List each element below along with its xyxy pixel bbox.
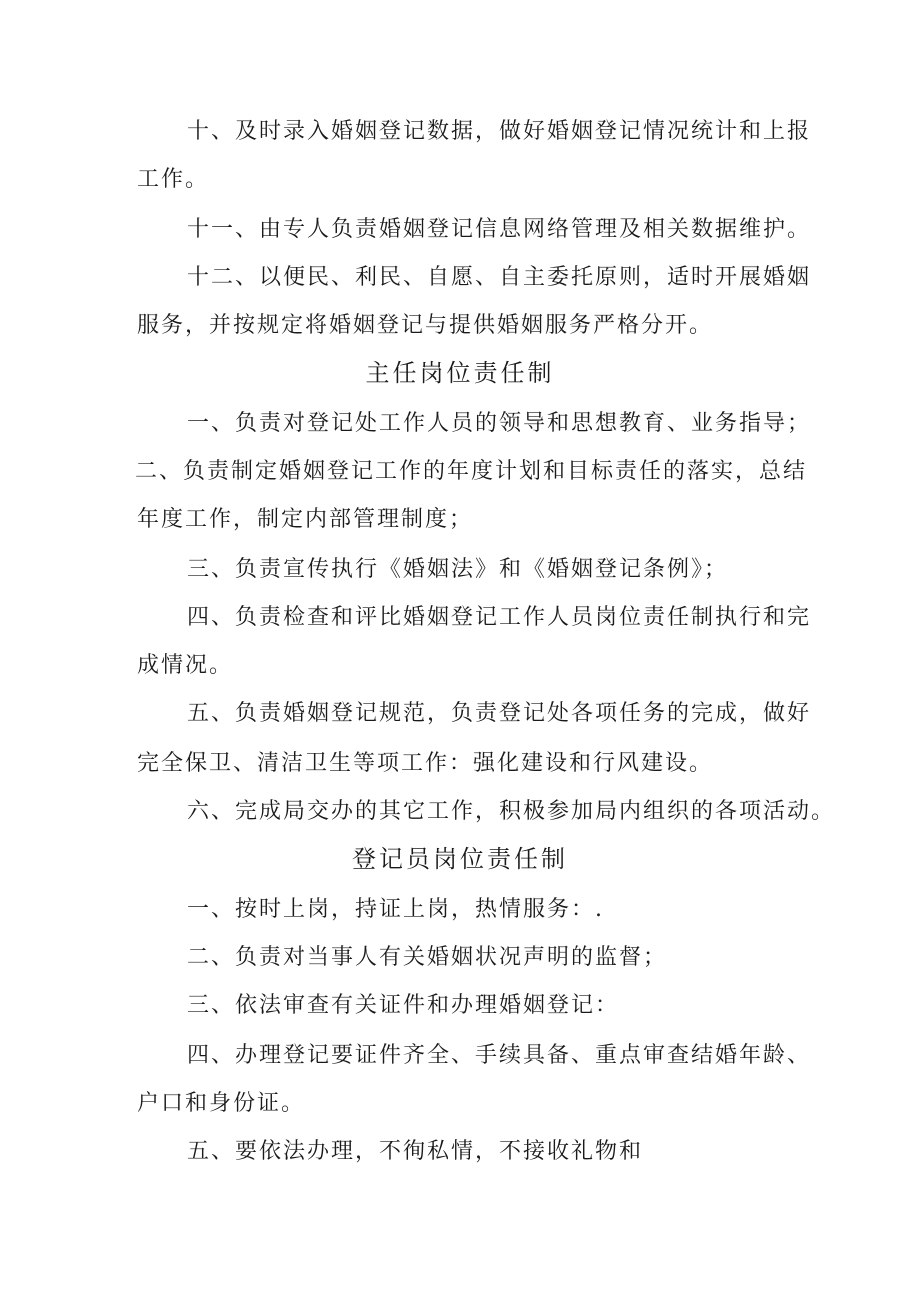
paragraph-line: 三、依法审查有关证件和办理婚姻登记： — [187, 993, 620, 1018]
paragraph-line: 五、要依法办理，不徇私情，不接收礼物和 — [187, 1139, 644, 1164]
paragraph-line: 十二、以便民、利民、自愿、自主委托原则，适时开展婚姻 — [187, 265, 812, 290]
section-title: 登记员岗位责任制 — [352, 845, 568, 873]
paragraph-line: 二、负责对当事人有关婚姻状况声明的监督； — [187, 945, 668, 970]
paragraph-line: 年度工作，制定内部管理制度； — [137, 507, 474, 532]
paragraph-line: 一、负责对登记处工作人员的领导和思想教育、业务指导； — [187, 411, 812, 436]
section-title: 主任岗位责任制 — [365, 359, 555, 387]
paragraph-line: 二、负责制定婚姻登记工作的年度计划和目标责任的落实，总结 — [135, 459, 808, 484]
paragraph-line: 四、办理登记要证件齐全、手续具备、重点审查结婚年龄、 — [187, 1043, 812, 1068]
paragraph-line: 四、负责检查和评比婚姻登记工作人员岗位责任制执行和完 — [187, 605, 812, 630]
paragraph-line: 五、负责婚姻登记规范，负责登记处各项任务的完成，做好 — [187, 701, 812, 726]
paragraph-line: 十一、由专人负责婚姻登记信息网络管理及相关数据维护。 — [187, 217, 812, 242]
paragraph-line: 三、负责宣传执行《婚姻法》和《婚姻登记条例》； — [187, 557, 729, 582]
paragraph-line: 六、完成局交办的其它工作，积极参加局内组织的各项活动。 — [187, 799, 836, 824]
paragraph-line: 完全保卫、清洁卫生等项工作：强化建设和行风建设。 — [137, 751, 714, 776]
paragraph-line: 户口和身份证。 — [137, 1091, 306, 1116]
paragraph-line: 服务，并按规定将婚姻登记与提供婚姻服务严格分开。 — [137, 313, 714, 338]
paragraph-line: 一、按时上岗，持证上岗，热情服务：. — [187, 897, 604, 922]
paragraph-line: 工作。 — [137, 167, 210, 192]
paragraph-line: 十、及时录入婚姻登记数据，做好婚姻登记情况统计和上报 — [187, 119, 812, 144]
paragraph-line: 成情况。 — [137, 653, 234, 678]
